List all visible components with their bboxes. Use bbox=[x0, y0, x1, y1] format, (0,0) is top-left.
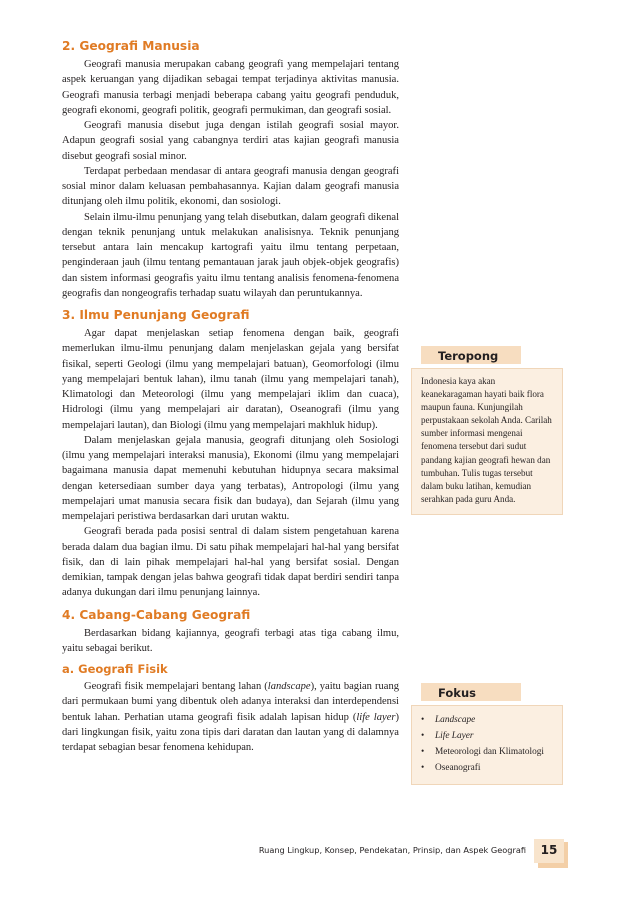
fokus-title: Fokus bbox=[438, 686, 476, 700]
list-item: • Meteorologi dan Klimatologi bbox=[421, 747, 544, 757]
teropong-box bbox=[411, 346, 563, 515]
text-run: ) dari lingkungan fisik, yaitu zona tipis dari daratan dan lautan yang di dalamnya terdapat sebagian besar fenomena kehidupan. bbox=[62, 711, 399, 753]
italic-term: life layer bbox=[356, 711, 396, 723]
paragraph: Geografi manusia merupakan cabang geografi yang mempelajari tentang aspek keruangan yang dijadikan sebagai tempat terjadinya aktivitas manusia. Geografi manusia terbagi menjadi beberapa cabang yaitu geografi penduduk, geografi ekonomi, geografi politik, geografi permukiman, dan geografi sosial. bbox=[62, 59, 399, 116]
main-column bbox=[62, 38, 399, 755]
list-item: • Life Layer bbox=[421, 731, 474, 741]
text-run: Geografi fisik mempelajari bentang lahan ( bbox=[84, 681, 268, 692]
paragraph: Terdapat perbedaan mendasar di antara geografi manusia dengan geografi sosial minor dalam keluasan pembahasannya. Kajian dalam geografi manusia ditunjang oleh ilmu politik, ekonomi, dan sosiologi. bbox=[62, 165, 399, 208]
section-title-geografi-manusia: 2. Geografi Manusia bbox=[62, 39, 200, 53]
paragraph: Selain ilmu-ilmu penunjang yang telah disebutkan, dalam geografi dikenal dengan teknik penunjang untuk melakukan analisisnya. Teknik penunjang tersebut antara lain mencakup kartografi yaitu ilmu tentang perpetaan, penginderaan jauh (ilmu tentang pemantauan jarak jauh objek-objek geografis) dan sistem informasi geografis yaitu ilmu tentang analisis fenomena-fenomena geografis dan nongeografis terhadap suatu wilayah dan peruntukannya. bbox=[62, 211, 399, 299]
paragraph: Geografi berada pada posisi sentral di dalam sistem pengetahuan karena berada dalam dua bagian ilmu. Di satu pihak mempelajari hal-hal yang bersifat fisik, dan di lain pihak mempelajari hal-hal yang bersifat sosial. Dengan demikian, tampak dengan jelas bahwa geografi tidak dapat berdiri sendiri tanpa adanya dukungan dari ilmu penunjang lainnya. bbox=[62, 526, 399, 599]
page-number: 15 bbox=[540, 843, 558, 857]
list-item: • Oseanografi bbox=[421, 763, 481, 773]
footer-title: Ruang Lingkup, Konsep, Pendekatan, Prinsip, dan Aspek Geografi bbox=[258, 845, 526, 855]
paragraph bbox=[62, 679, 399, 755]
italic-term: landscape bbox=[267, 681, 311, 692]
page-footer bbox=[0, 839, 638, 863]
subsection-title-geografi-fisik: a. Geografi Fisik bbox=[62, 662, 168, 676]
fokus-list bbox=[421, 712, 554, 776]
section-title-ilmu-penunjang: 3. Ilmu Penunjang Geografi bbox=[62, 308, 250, 322]
teropong-text: Indonesia kaya akan keanekaragaman hayati baik flora maupun fauna. Kunjungilah perpustakaan sekolah Anda. Carilah sumber informasi mengenai fenomena tersebut dari sudut pandang kajian geografi hewan dan tumbuhan. Tulis tugas tersebut dalam buku latihan, kemudian serahkan pada guru Anda. bbox=[421, 376, 552, 504]
paragraph: Geografi manusia disebut juga dengan istilah geografi sosial mayor. Adapun geografi sosial yang cabangnya terdiri atas kajian geografi manusia disebut geografi sosial minor. bbox=[62, 120, 399, 162]
text-run: ), yaitu bagian ruang dari permukaan bumi yang dibentuk oleh adanya interaksi dan interdependensi bentuk lahan. Perhatian utama geografi fisik adalah lapisan hidup ( bbox=[62, 681, 399, 723]
paragraph: Dalam menjelaskan gejala manusia, geografi ditunjang oleh Sosiologi (ilmu yang mempelajari interaksi manusia), Ekonomi (ilmu yang mempelajari bagaimana manusia dapat memenuhi kebutuhan hidupnya secara maksimal dengan ketersediaan sumber daya yang terbatas), Antropologi (ilmu yang mempelajari umat manusia secara fisik dan budaya), dan Sejarah (ilmu yang mempelajari peristiwa berdasarkan dari urutan waktu. bbox=[62, 434, 399, 522]
list-item: • Landscape bbox=[421, 715, 476, 725]
teropong-title: Teropong bbox=[438, 349, 499, 363]
paragraph: Agar dapat menjelaskan setiap fenomena dengan baik, geografi memerlukan ilmu-ilmu penunjang dalam menjelaskan gejala yang bersifat fisikal, seperti Geologi (ilmu yang mempelajari batuan), Geomorfologi (ilmu yang mempelajari bentuk lahan), ilmu tanah (ilmu yang mempelajari tanah), Klimatologi dan Meteorologi (ilmu yang mempelajari iklim dan cuaca), Hidrologi (ilmu yang mempelajari air daratan), Oseanografi (ilmu yang mempelajari lautan), dan Biologi (ilmu yang mempelajari makhluk hidup). bbox=[62, 328, 399, 431]
fokus-box bbox=[411, 683, 563, 785]
paragraph: Berdasarkan bidang kajiannya, geografi terbagi atas tiga cabang ilmu, yaitu sebagai berikut. bbox=[62, 627, 399, 654]
section-title-cabang-geografi: 4. Cabang-Cabang Geografi bbox=[62, 607, 251, 622]
